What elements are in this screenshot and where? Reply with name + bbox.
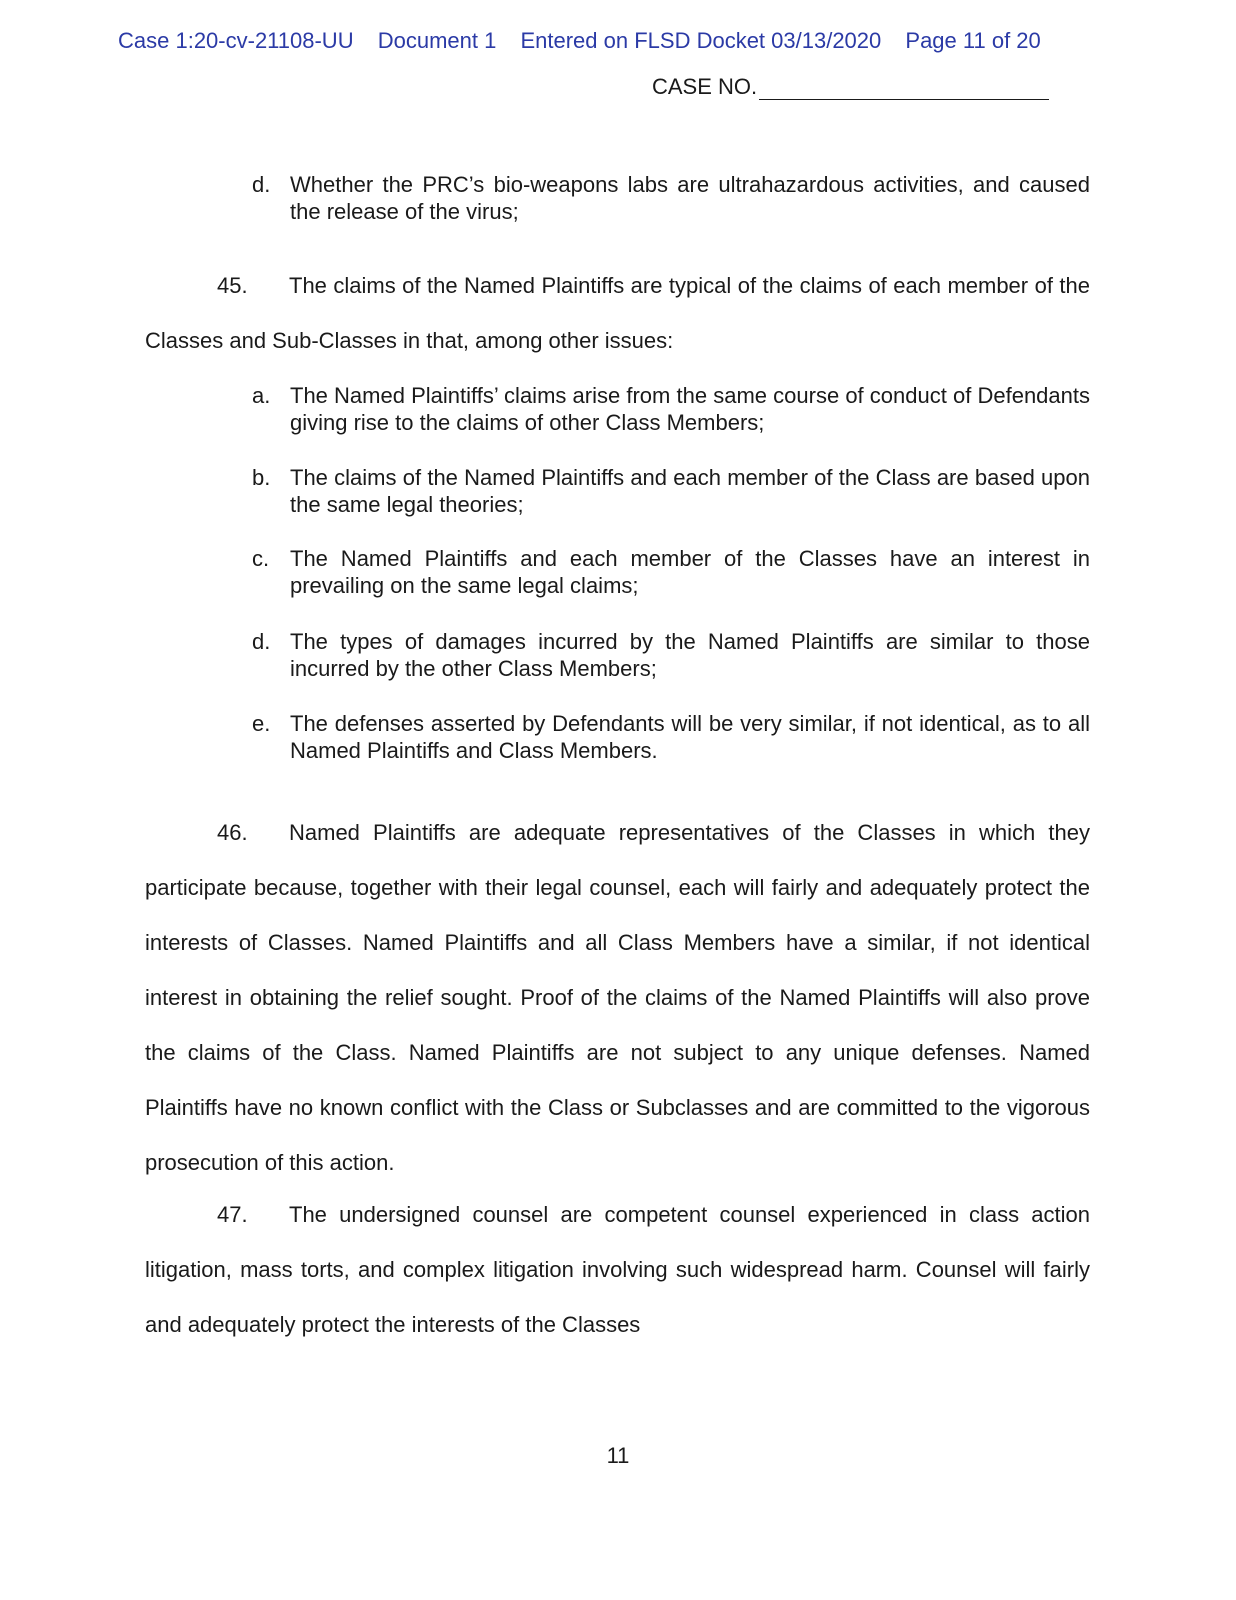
list-item-text: The Named Plaintiffs and each member of the Classes have an interest in prevailing on the same legal claims; — [290, 546, 1090, 598]
paragraph-47 — [145, 1187, 1090, 1352]
case-no-label: CASE NO. — [652, 74, 758, 99]
list-item — [252, 710, 1090, 764]
paragraph-45 — [145, 258, 1090, 368]
list-item-letter: b. — [252, 465, 271, 490]
paragraph-number: 47. — [217, 1202, 248, 1227]
list-item-letter: d. — [252, 629, 271, 654]
paragraph-46 — [145, 805, 1090, 1190]
list-item-letter: a. — [252, 383, 271, 408]
document-number: Document 1 — [377, 28, 497, 53]
page-number: 11 — [606, 1443, 630, 1468]
list-item-letter: e. — [252, 711, 271, 736]
paragraph-text: The claims of the Named Plaintiffs are typical of the claims of each member of the Classes and Sub-Classes in that, among other issues: — [145, 273, 1090, 353]
list-item-letter: d. — [252, 172, 271, 197]
case-no-line — [652, 74, 1049, 100]
case-no-blank — [759, 79, 1049, 100]
page-indicator: Page 11 of 20 — [905, 28, 1041, 53]
list-item-text: The defenses asserted by Defendants will be very similar, if not identical, as to all Named Plaintiffs and Class Members. — [290, 711, 1090, 763]
list-item — [252, 171, 1090, 225]
paragraph-text: Named Plaintiffs are adequate representatives of the Classes in which they participate because, together with their legal counsel, each will fairly and adequately protect the interests of Classes. Named Plaintiffs and all Class Members have a similar, if not identical interest in obtaining the relief sought. Proof of the claims of the Named Plaintiffs will also prove the claims of the Class. Named Plaintiffs are not subject to any unique defenses. Named Plaintiffs have no known conflict with the Class or Subclasses and are committed to the vigorous prosecution of this action. — [145, 820, 1090, 1175]
docket-header-stamp — [118, 28, 1118, 54]
list-item-text: Whether the PRC’s bio-weapons labs are ultrahazardous activities, and caused the release of the virus; — [290, 172, 1090, 224]
list-item — [252, 382, 1090, 436]
list-item — [252, 628, 1090, 682]
paragraph-number: 45. — [217, 273, 248, 298]
list-item-text: The claims of the Named Plaintiffs and each member of the Class are based upon the same legal theories; — [290, 465, 1090, 517]
case-number: Case 1:20-cv-21108-UU — [118, 28, 354, 53]
paragraph-number: 46. — [217, 820, 248, 845]
list-item — [252, 464, 1090, 518]
list-item-letter: c. — [252, 546, 270, 571]
paragraph-text: The undersigned counsel are competent counsel experienced in class action litigation, mass torts, and complex litigation involving such widespread harm. Counsel will fairly and adequately protect the interests of the Classes — [145, 1202, 1090, 1337]
list-item-text: The Named Plaintiffs’ claims arise from the same course of conduct of Defendants giving rise to the claims of other Class Members; — [290, 383, 1090, 435]
docket-entry: Entered on FLSD Docket 03/13/2020 — [520, 28, 882, 53]
list-item — [252, 545, 1090, 599]
list-item-text: The types of damages incurred by the Named Plaintiffs are similar to those incurred by the other Class Members; — [290, 629, 1090, 681]
